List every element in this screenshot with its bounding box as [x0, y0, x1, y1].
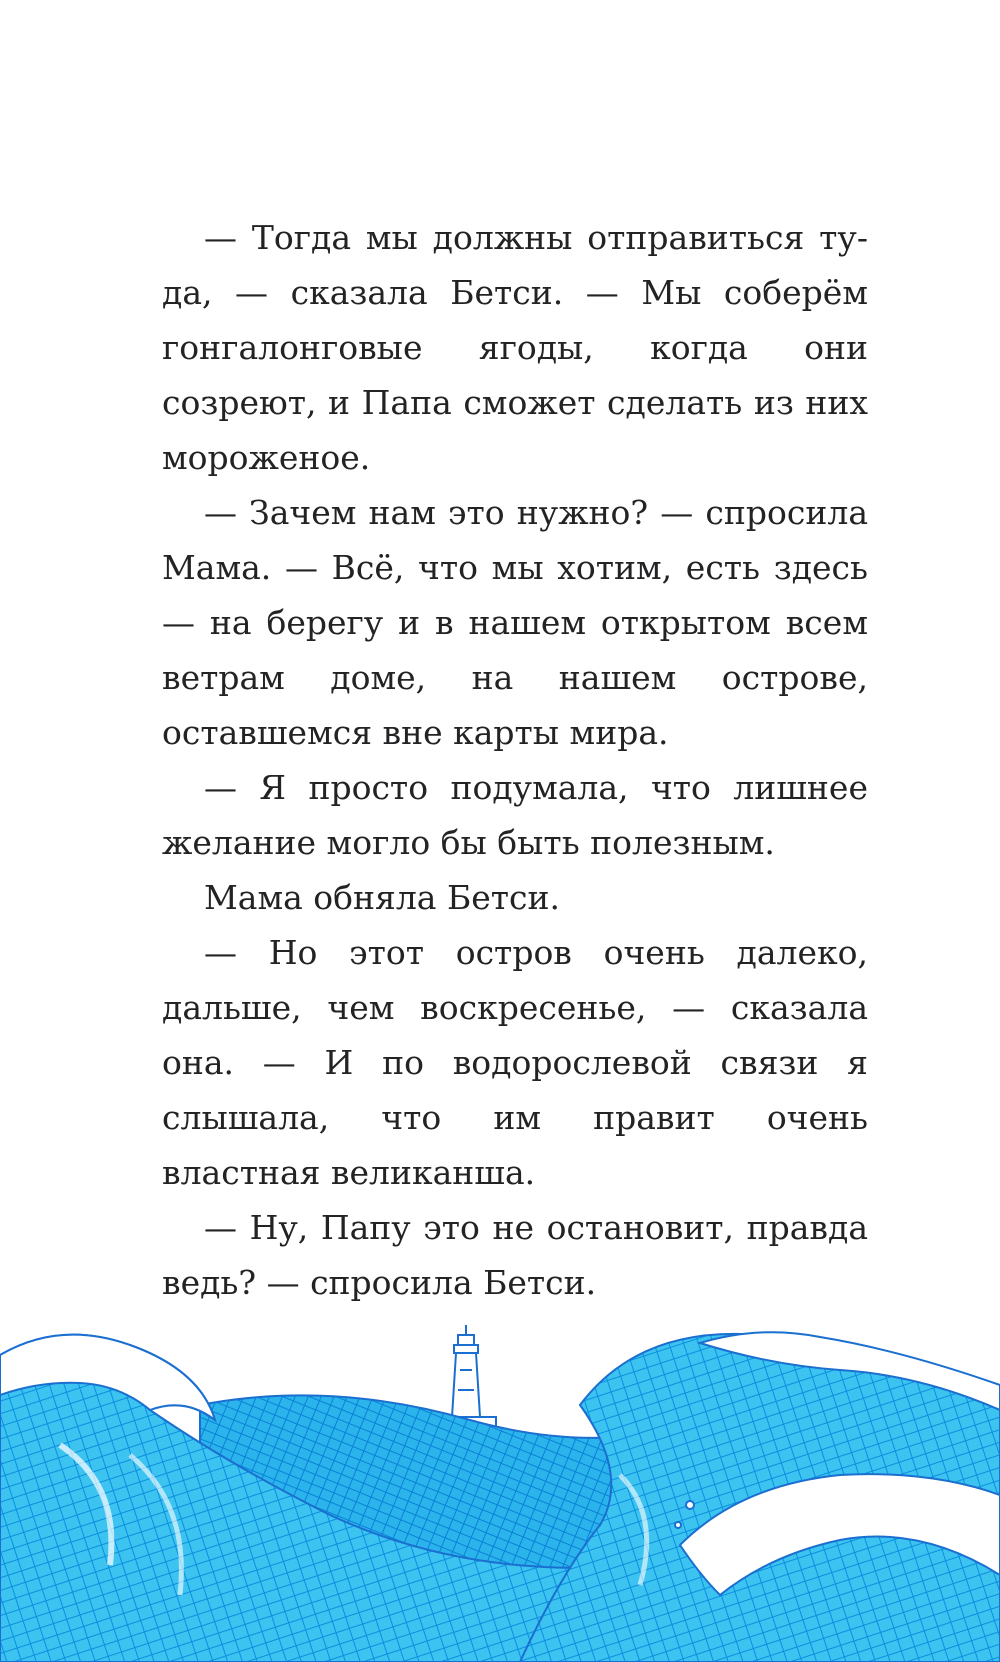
paragraph: — Я просто подумала, что лишнее желание могло бы быть полезным.	[162, 768, 868, 862]
paragraph: — Но этот остров очень далеко, дальше, чем воскресенье, — сказала она. — И по водорослевой связи я слышала, что им правит очень властная великанша.	[162, 933, 868, 1192]
paragraph: — Зачем нам это нужно? — спросила Мама. — Всё, что мы хотим, есть здесь — на берегу и в нашем открытом всем ветрам доме, на нашем острове, оставшемся вне карты мира.	[162, 493, 868, 752]
paragraph: Мама обняла Бетси.	[204, 878, 560, 917]
paragraph: — Ну, Папу это не остановит, правда ведь? — спросила Бетси.	[162, 1208, 868, 1302]
paragraph: — Тогда мы должны отправиться туда, — сказала Бетси. — Мы соберём гонгалонговые ягоды, когда они созреют, и Папа сможет сделать из них мороженое.	[162, 218, 868, 477]
page-text	[162, 210, 868, 1310]
waves-lighthouse-icon	[0, 1325, 1000, 1662]
